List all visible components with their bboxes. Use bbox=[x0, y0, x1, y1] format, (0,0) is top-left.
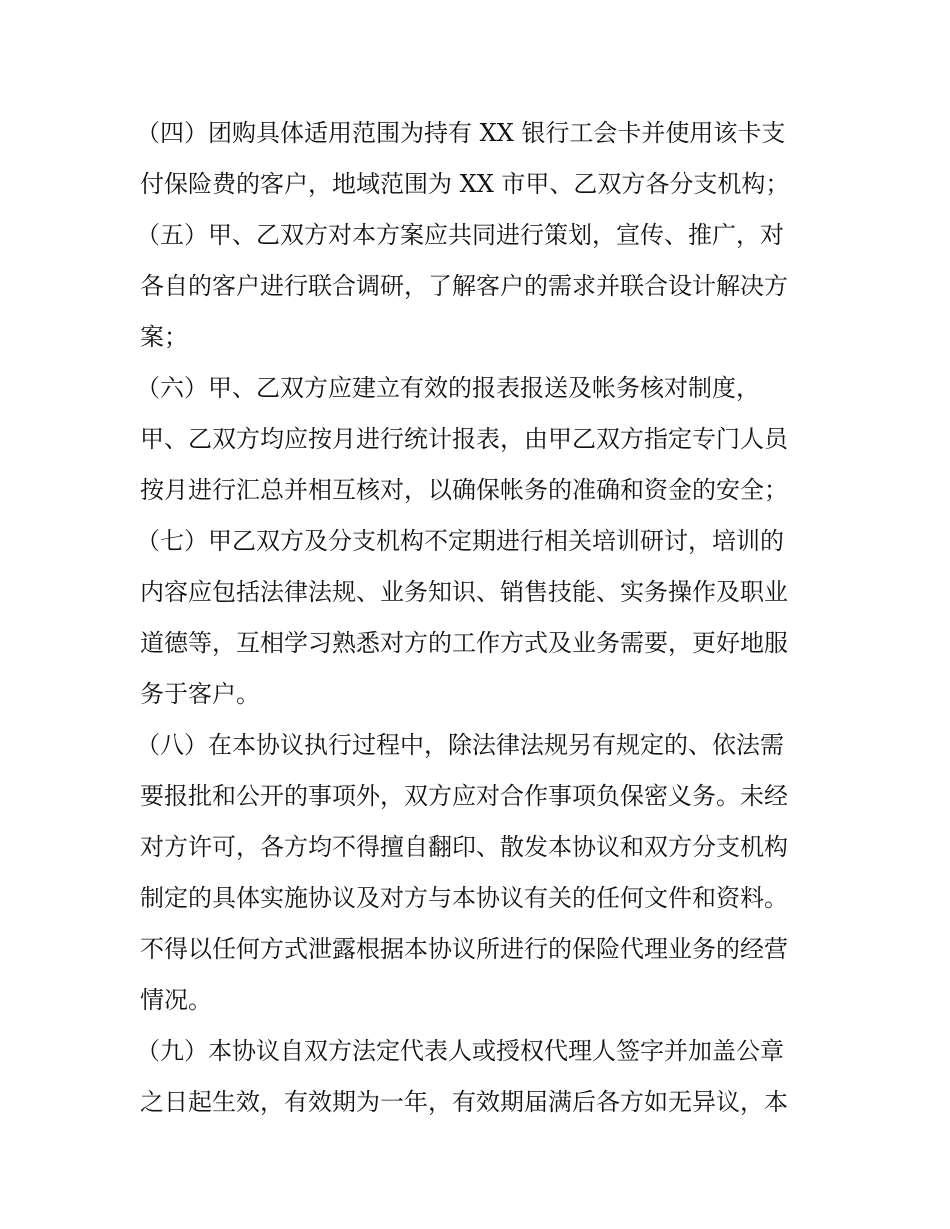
paragraph-9 bbox=[136, 1026, 812, 1128]
paragraph-5 bbox=[136, 210, 812, 363]
text-line: 务于客户。 bbox=[140, 680, 260, 708]
text-line: 情况。 bbox=[140, 986, 212, 1014]
text-line: （四）团购具体适用范围为持有 XX 银行工会卡并使用该卡支 bbox=[136, 119, 786, 147]
text-line: （五）甲、乙双方对本方案应共同进行策划，宣传、推广，对 bbox=[136, 221, 784, 249]
text-line: （六）甲、乙双方应建立有效的报表报送及帐务核对制度， bbox=[136, 374, 760, 402]
paragraph-7 bbox=[136, 516, 812, 720]
text-line: 制定的具体实施协议及对方与本协议有关的任何文件和资料。 bbox=[140, 884, 788, 912]
paragraph-4 bbox=[136, 108, 812, 210]
text-line: （七）甲乙双方及分支机构不定期进行相关培训研讨，培训的 bbox=[136, 527, 784, 555]
text-line: 各自的客户进行联合调研，了解客户的需求并联合设计解决方 bbox=[140, 272, 788, 300]
text-line: 要报批和公开的事项外，双方应对合作事项负保密义务。未经 bbox=[140, 782, 788, 810]
document-body bbox=[136, 108, 812, 1128]
text-line: 对方许可，各方均不得擅自翻印、散发本协议和双方分支机构 bbox=[140, 833, 788, 861]
text-line: 按月进行汇总并相互核对，以确保帐务的准确和资金的安全； bbox=[140, 476, 788, 504]
text-line: 之日起生效，有效期为一年，有效期届满后各方如无异议，本 bbox=[140, 1088, 788, 1116]
text-line: 付保险费的客户，地域范围为 XX 市甲、乙双方各分支机构； bbox=[140, 170, 790, 198]
text-line: 道德等，互相学习熟悉对方的工作方式及业务需要，更好地服 bbox=[140, 629, 788, 657]
text-line: 不得以任何方式泄露根据本协议所进行的保险代理业务的经营 bbox=[140, 935, 788, 963]
paragraph-6 bbox=[136, 363, 812, 516]
text-line: 案； bbox=[140, 323, 188, 351]
text-line: （八）在本协议执行过程中，除法律法规另有规定的、依法需 bbox=[136, 731, 784, 759]
text-line: 内容应包括法律法规、业务知识、销售技能、实务操作及职业 bbox=[140, 578, 788, 606]
paragraph-8 bbox=[136, 720, 812, 1026]
text-line: （九）本协议自双方法定代表人或授权代理人签字并加盖公章 bbox=[136, 1037, 784, 1065]
text-line: 甲、乙双方均应按月进行统计报表，由甲乙双方指定专门人员 bbox=[140, 425, 788, 453]
